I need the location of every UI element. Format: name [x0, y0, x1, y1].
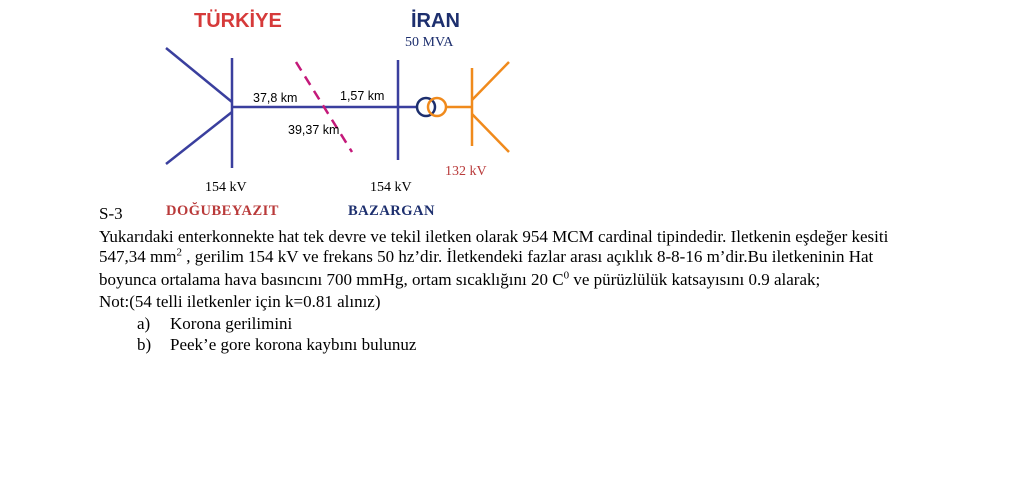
- list-item: [137, 314, 292, 334]
- distance-label-3: 39,37 km: [288, 123, 340, 137]
- superscript-2: 2: [176, 246, 182, 259]
- iran-lower-branch: [472, 114, 509, 152]
- transformer-coil-right: [428, 98, 446, 116]
- distance-label-2: 1,57 km: [340, 89, 385, 103]
- voltage-label-left: 154 kV: [205, 180, 247, 195]
- country-label-iran: İRAN: [411, 10, 460, 32]
- question-line-2-rest: , gerilim 154 kV ve frekans 50 hz’dir. İletkendeki fazlar arası açıklık 8-8-16 m’dir.Bu iletkeninin Hat: [181, 247, 874, 266]
- voltage-label-mid: 154 kV: [370, 180, 412, 195]
- question-number: S-3: [99, 204, 123, 223]
- degree-superscript: 0: [563, 269, 570, 282]
- capacity-label: 50 MVA: [405, 35, 454, 50]
- distance-label-1: 37,8 km: [253, 91, 298, 105]
- left-lower-branch: [166, 112, 232, 164]
- question-line-3: [99, 270, 820, 290]
- question-line-3-start: boyunca ortalama hava basıncını 700 mmHg, ortam sıcaklığını 20 C: [99, 270, 564, 289]
- list-item-marker: a): [137, 314, 151, 333]
- list-item-marker: b): [137, 335, 152, 354]
- station-label-bazargan: BAZARGAN: [348, 203, 435, 219]
- question-line-1: Yukarıdaki enterkonnekte hat tek devre ve tekil iletken olarak 954 MCM cardinal tipindedir. Iletkenin eşdeğer kesiti: [99, 227, 889, 246]
- iran-upper-branch: [472, 62, 509, 100]
- question-line-2: [99, 247, 873, 267]
- voltage-label-right: 132 kV: [445, 164, 487, 179]
- question-note: Not:(54 telli iletkenler için k=0.81 alınız): [99, 292, 381, 311]
- cross-section-value: 547,34 mm: [99, 247, 177, 266]
- list-item-text: Peek’e gore korona kaybını bulunuz: [170, 335, 417, 354]
- country-label-turkiye: TÜRKİYE: [194, 10, 282, 32]
- question-line-3-rest: ve pürüzlülük katsayısını 0.9 alarak;: [569, 270, 821, 289]
- left-upper-branch: [166, 48, 232, 102]
- list-item: [137, 335, 416, 355]
- list-item-text: Korona gerilimini: [170, 314, 293, 333]
- station-label-dogubeyazit: DOĞUBEYAZIT: [166, 203, 279, 219]
